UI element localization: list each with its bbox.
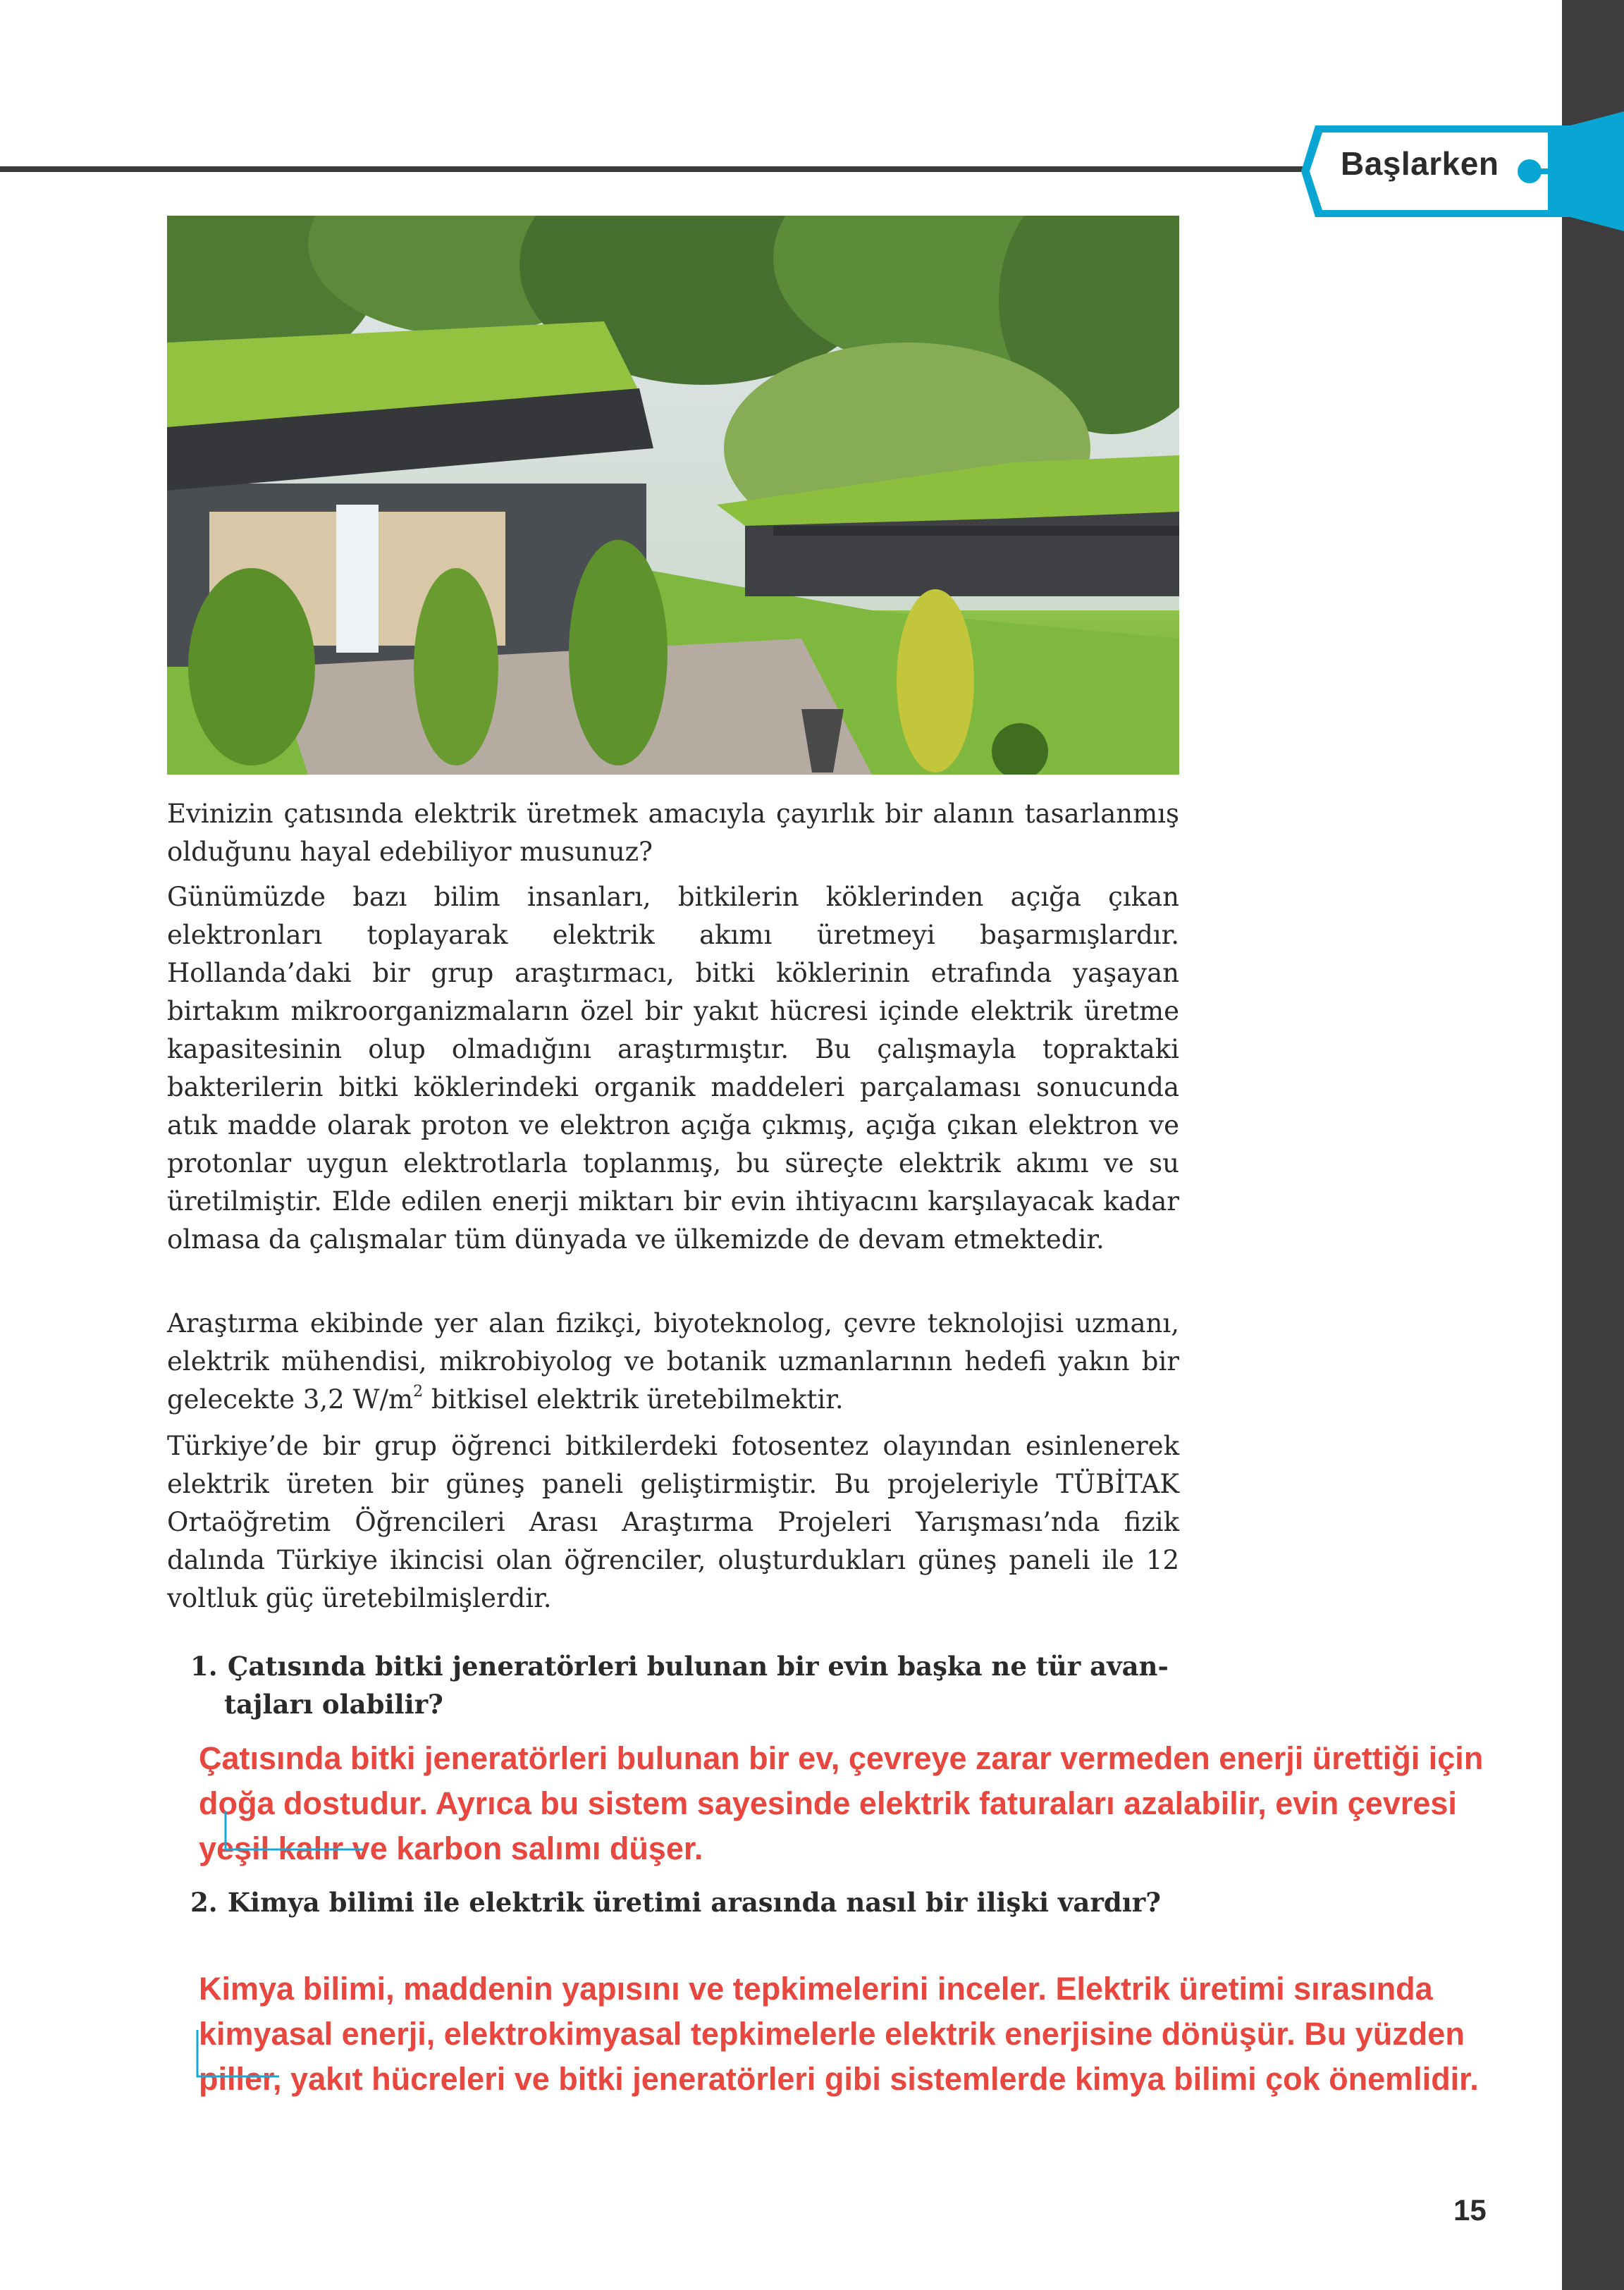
page-number: 15 [1453, 2193, 1487, 2227]
answer-1: Çatısında bitki jeneratörleri bulunan bir ev, çevreye zarar vermeden enerji ürettiği için doğa dostudur. Ayrıca bu sistem sayesinde elektrik faturaları azalabilir, evin çevresi yeşil kalır ve karbon salımı düşer. [199, 1740, 1484, 1866]
question-2 [190, 1883, 1177, 1921]
green-roof-house-photo [167, 216, 1179, 775]
question-number: 2. [190, 1887, 218, 1918]
answer-2: Kimya bilimi, maddenin yapısını ve tepkimelerini inceler. Elektrik üretimi sırasında kimyasal enerji, elektrokimyasal tepkimelerle elektrik enerjisine dönüşür. Bu yüzden piller, yakıt hücreleri ve bitki jeneratörleri gibi sistemlerde kimya bilimi çok önemlidir. [199, 1971, 1479, 2097]
research-paragraph: Günümüzde bazı bilim insanları, bitkilerin köklerinden açığa çıkan elektronları toplayarak elektrik akımı üretmeyi başarmışlardır. Hollanda’daki bir grup araştırmacı, bitki köklerinin etrafında yaşayan birtakım mikroorganizmaların özel bir yakıt hücresi içinde elektrik üretme kapasitesinin olup olmadığını araştırmıştır. Bu çalışmayla topraktaki bakterilerin bitki köklerindeki organik maddeleri parçalaması sonucunda atık madde olarak proton ve elektron açığa çıkmış, açığa çıkan elektron ve protonlar uygun elektrotlarla toplanmış, bu süreçte elektrik akımı ve su üretilmiştir. Elde edilen enerji miktarı bir evin ihtiyacını karşılayacak kadar olmasa da çalışmalar tüm dünyada ve ülkemizde de devam etmektedir. [167, 882, 1179, 1255]
section-label: Başlarken [1341, 145, 1499, 182]
page-side-bar [1562, 0, 1624, 2290]
question-1 [190, 1647, 1177, 1723]
question-text: Çatısında bitki jeneratörleri bulunan bir evin başka ne tür avan- [227, 1651, 1169, 1682]
team-paragraph: Araştırma ekibinde yer alan fizikçi, biyoteknolog, çevre teknolojisi uzmanı, elektrik mühendisi, mikrobiyolog ve botanik uzmanlarının hedefi yakın bir gelecekte 3,2 $W/m^2$ bitkisel elektrik üretebilmektir. [167, 1308, 1179, 1415]
question-text-continued: tajları olabilir? [224, 1689, 443, 1720]
cursor-mark-icon [223, 1811, 371, 1861]
cursor-mark-icon [195, 2030, 286, 2086]
question-number: 1. [190, 1651, 218, 1682]
intro-paragraph: Evinizin çatısında elektrik üretmek amacıyla çayırlık bir alanın tasarlanmış olduğunu hayal edebiliyor musunuz? [167, 799, 1179, 867]
student-project-paragraph: Türkiye’de bir grup öğrenci bitkilerdeki fotosentez olayından esinlenerek elektrik üreten bir güneş paneli geliştirmiştir. Bu projeleriyle TÜBİTAK Ortaöğretim Öğrencileri Arası Araştırma Projeleri Yarışması’nda fizik dalında Türkiye ikincisi olan öğrenciler, oluşturdukları güneş paneli ile 12 voltluk güç üretebilmişlerdir. [167, 1431, 1179, 1613]
question-text: Kimya bilimi ile elektrik üretimi arasında nasıl bir ilişki vardır? [227, 1887, 1161, 1918]
header-rule [0, 166, 1304, 172]
